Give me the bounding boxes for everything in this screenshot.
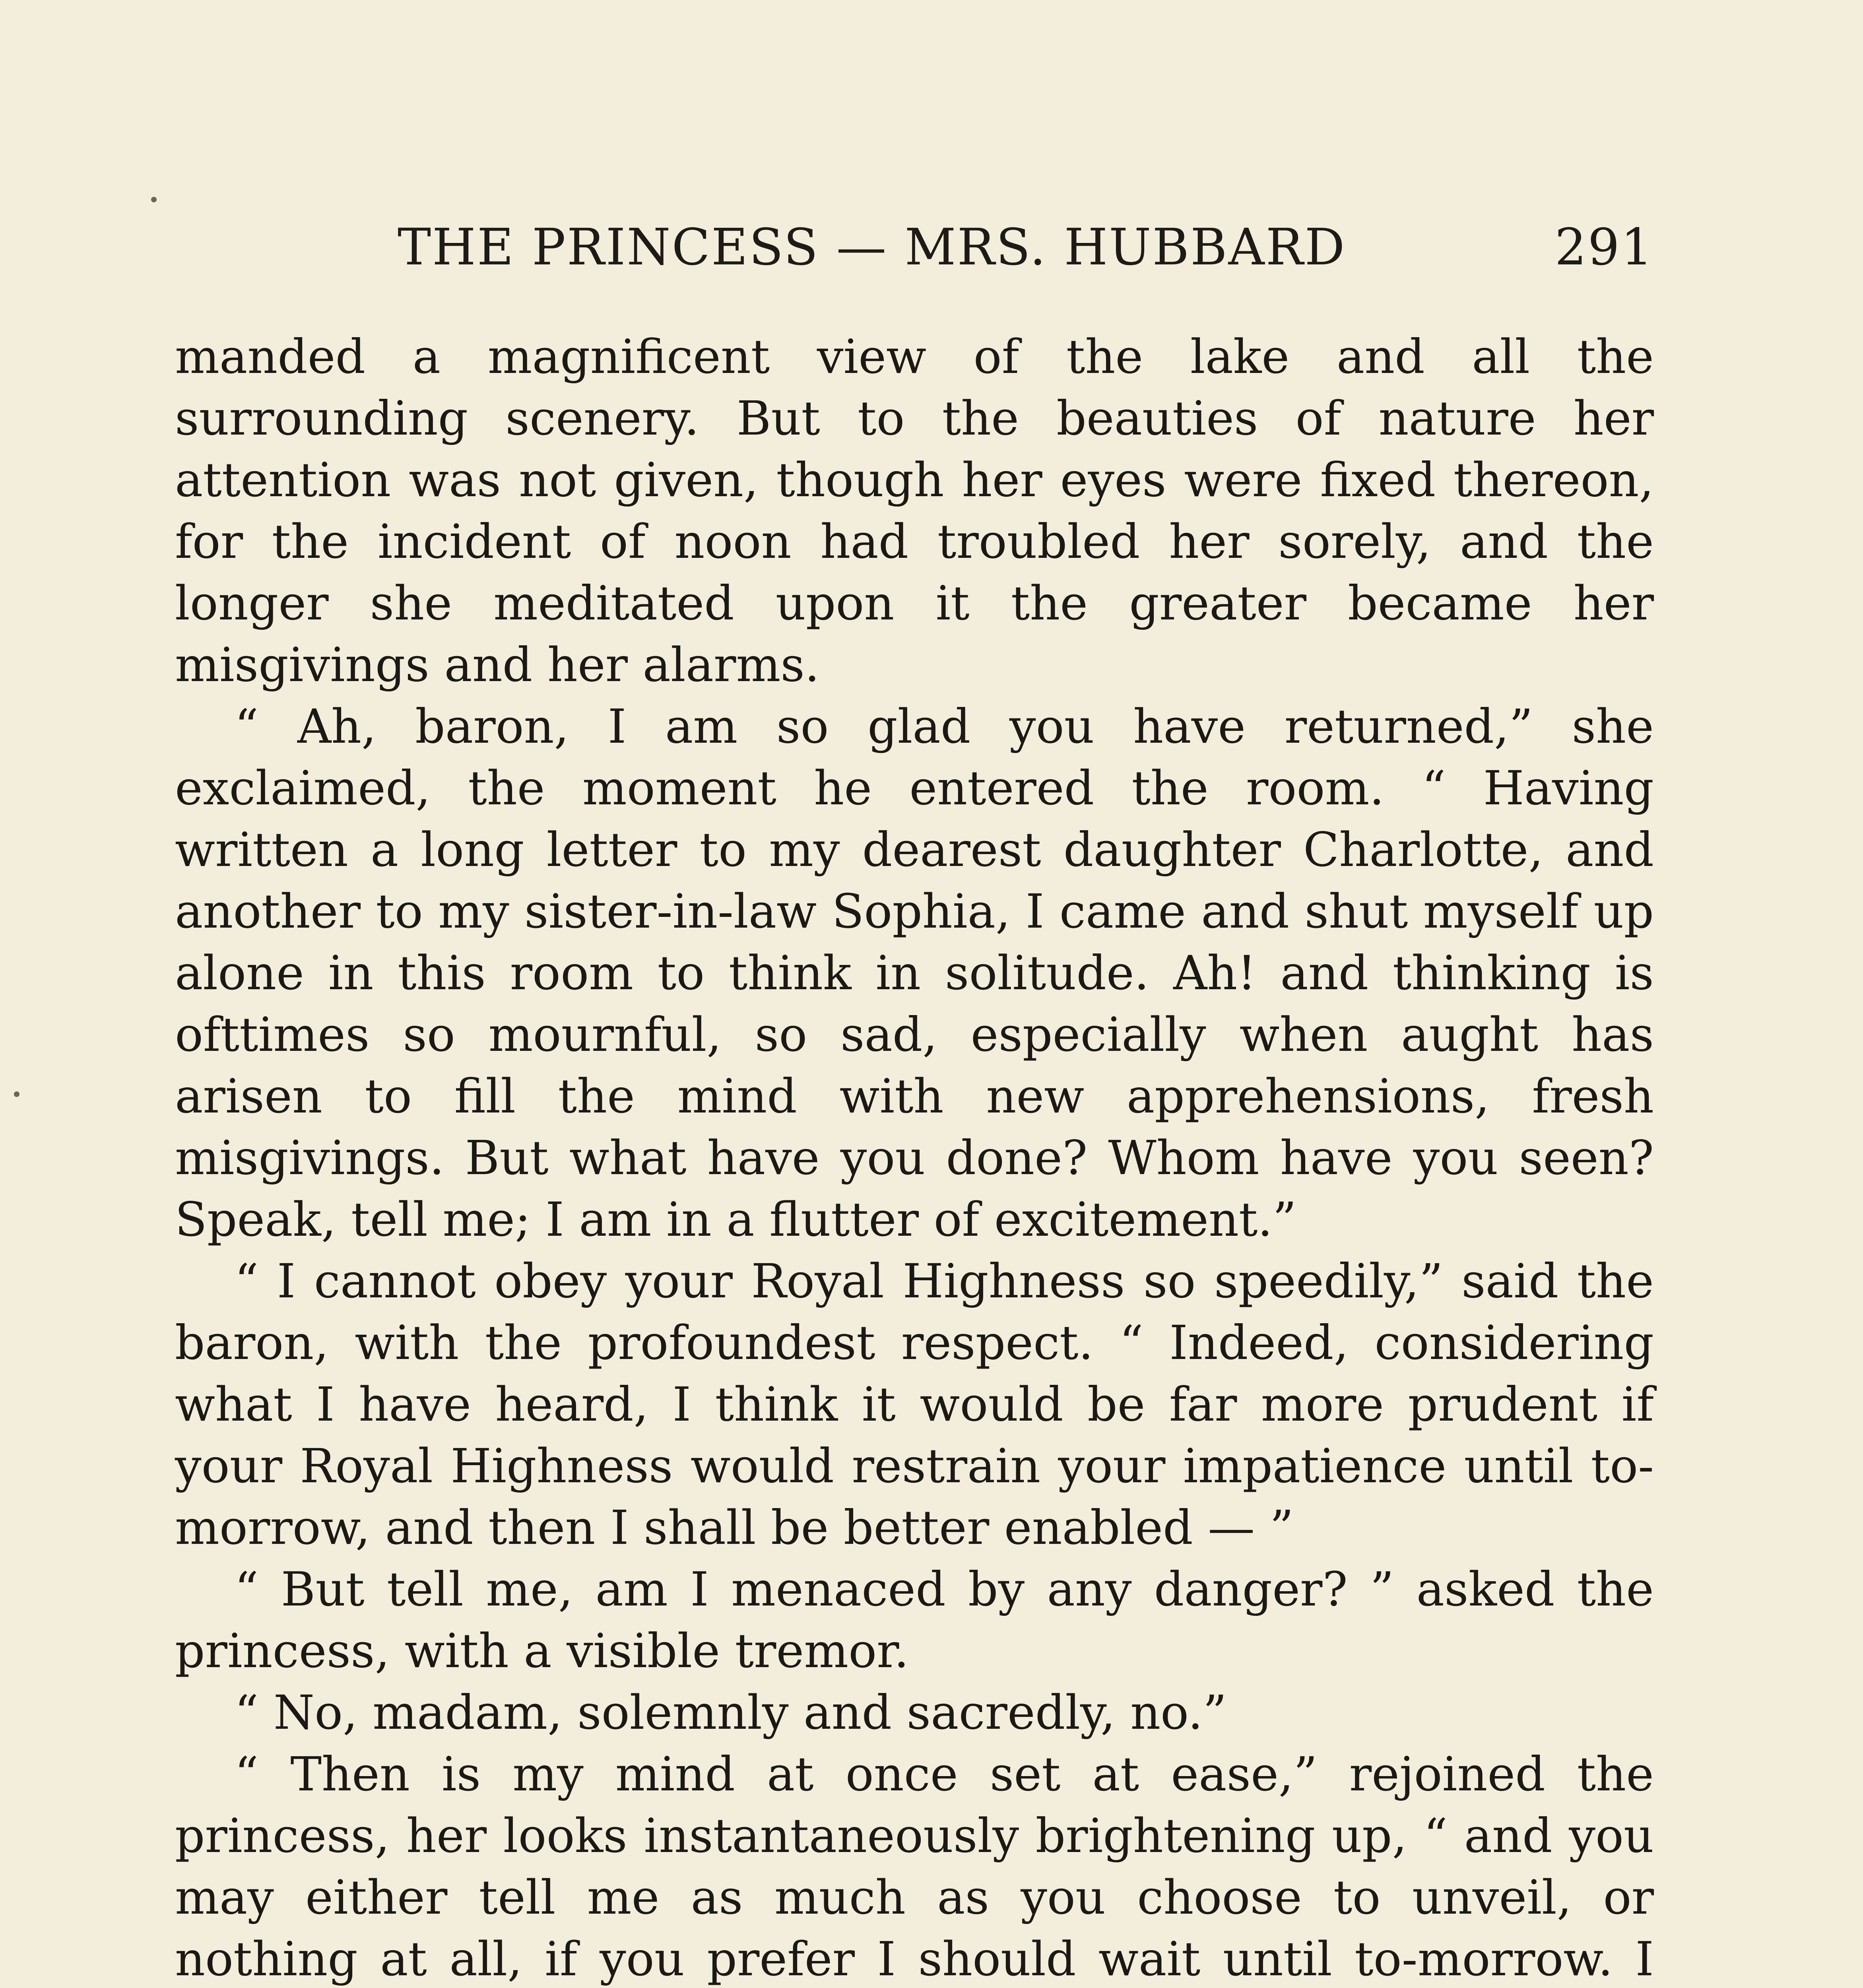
paragraph: “ Then is my mind at once set at ease,” rejoined the princess, her looks instantaneously brightening up, “ and you may either tell me as much as you choose to unveil, or nothing at all, if you prefer I should wait until to-morrow. I <box>175 1747 1654 1986</box>
paragraph: “ I cannot obey your Royal Highness so speedily,” said the baron, with the profoundest respect. “ Indeed, considering what I have heard, I think it would be far more prudent if your Royal Highness would restrain your impatience until to-morrow, and then I shall be better enabled — ” <box>175 1254 1654 1555</box>
paragraph: “ No, madam, solemnly and sacredly, no.” <box>235 1685 1227 1740</box>
paragraph: manded a magnificent view of the lake and all the surrounding scenery. But to the beauties of nature her attention was not given, though her eyes were fixed thereon, for the incident of noon had troubled her sorely, and the longer she meditated upon it the greater became her misgivings and her alarms. <box>175 329 1654 692</box>
page-header <box>175 218 1654 278</box>
speck-mark <box>151 197 157 202</box>
paragraph: “ Ah, baron, I am so glad you have returned,” she exclaimed, the moment he entered the room. “ Having written a long letter to my dearest daughter Charlotte, and another to my sister-in-law Sophia, I came and shut myself up alone in this room to think in solitude. Ah! and thinking is ofttimes so mournful, so sad, especially when aught has arisen to fill the mind with new apprehensions, fresh misgivings. But what have you done? Whom have you seen? Speak, tell me; I am in a flutter of excitement.” <box>175 699 1654 1247</box>
body-text <box>175 326 1654 1988</box>
speck-mark <box>14 1091 19 1097</box>
running-head: THE PRINCESS — MRS. HUBBARD <box>398 218 1346 276</box>
page-number: 291 <box>1554 218 1654 276</box>
paragraph: “ But tell me, am I menaced by any danger? ” asked the princess, with a visible tremor. <box>175 1562 1654 1678</box>
